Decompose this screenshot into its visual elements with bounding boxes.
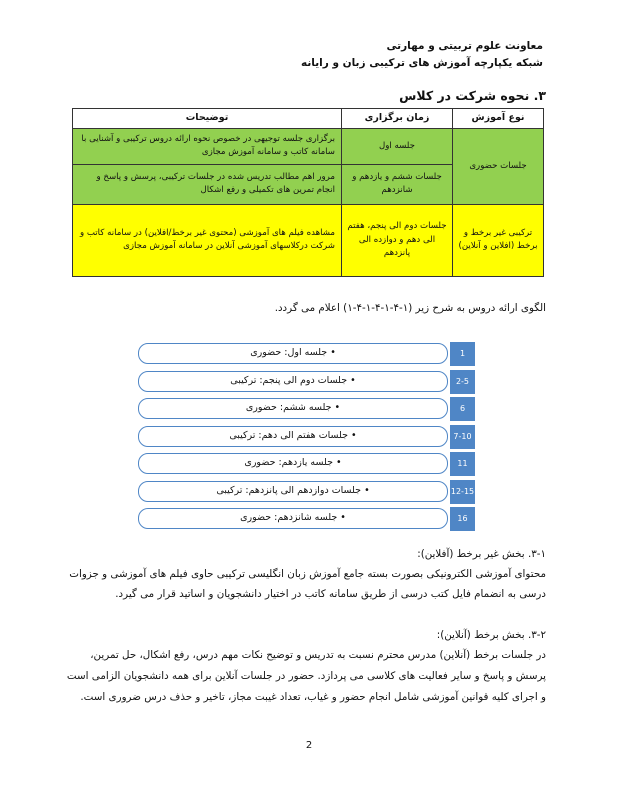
pattern-intro: الگوی ارائه دروس به شرح زیر (۱-۴-۱-۴-۱-۴-۱) اعلام می گردد.	[274, 302, 546, 314]
flow-step-badge: 6	[450, 397, 475, 421]
table-header-time: زمان برگزاری	[342, 109, 453, 129]
section-3-2-line-1: در جلسات برخط (آنلاین) مدرس محترم نسبت به تدریس و توضیح نکات مهم درس، رفع اشکال، حل تمرین،	[90, 649, 546, 661]
section-3-2-line-2: پرسش و پاسخ و سایر فعالیت های کلاسی می پردازد. حضور در جلسات آنلاین برای همه دانشجویان الزامی است	[66, 670, 546, 682]
table-header-desc: توضیحات	[73, 109, 342, 129]
flow-step-label: • جلسات هفتم الی دهم: ترکیبی	[138, 426, 448, 447]
flow-step-label: • جلسات دوازدهم الی پانزدهم: ترکیبی	[138, 481, 448, 502]
table-cell-time: جلسات دوم الی پنجم، هفتم الی دهم و دوازده الی پانزدهم	[342, 204, 453, 276]
header-line-2: شبکه یکپارچه آموزش های ترکیبی زبان و رایانه	[300, 57, 543, 69]
flow-step-badge: 11	[450, 452, 475, 476]
flow-step-badge: 16	[450, 507, 475, 531]
flow-step-badge: 12-15	[450, 480, 475, 504]
table-cell-type: ترکیبی غیر برخط و برخط (افلاین و آنلاین)	[453, 204, 544, 276]
section-3-1-title: ۳-۱. بخش غیر برخط (آفلاین):	[417, 548, 546, 560]
flow-step-label: • جلسه ششم: حضوری	[138, 398, 448, 419]
flow-step-label: • جلسات دوم الی پنجم: ترکیبی	[138, 371, 448, 392]
table-cell-desc: مرور اهم مطالب تدریس شده در جلسات ترکیبی، پرسش و پاسخ و انجام تمرین های تکمیلی و رفع اشکال	[73, 164, 342, 204]
table-header-type: نوع آموزش	[453, 109, 544, 129]
page-number: 2	[305, 740, 313, 751]
table-cell-time: جلسه اول	[342, 128, 453, 164]
table-cell-desc: برگزاری جلسه توجیهی در خصوص نحوه ارائه دروس ترکیبی و آشنایی با سامانه کاتب و سامانه آموزش مجازی	[73, 128, 342, 164]
section-3-1-line-2: درسی به انضمام فایل کتب درسی از طریق سامانه کاتب در اختیار دانشجویان و اساتید قرار می گیرد.	[115, 588, 546, 600]
section-3-2-line-3: و اجرای کلیه قوانین آموزشی شامل انجام حضور و غیاب، تعداد غیبت مجاز، تاخیر و حذف درس ضروری است.	[80, 691, 546, 703]
table-cell-type: جلسات حضوری	[453, 128, 544, 204]
section-3-2-title: ۳-۲. بخش برخط (آنلاین):	[436, 629, 546, 641]
table-cell-desc: مشاهده فیلم های آموزشی (محتوی غیر برخط/افلاین) در سامانه کاتب و شرکت درکلاسهای آموزشی آنلاین در سامانه آموزش مجازی	[73, 204, 342, 276]
flow-step-label: • جلسه یازدهم: حضوری	[138, 453, 448, 474]
flow-step-badge: 2-5	[450, 370, 475, 394]
table-cell-time: جلسات ششم و یازدهم و شانزدهم	[342, 164, 453, 204]
class-participation-table	[72, 108, 544, 277]
section-title: ۳. نحوه شرکت در کلاس	[399, 88, 546, 103]
header-line-1: معاونت علوم تربیتی و مهارتی	[386, 40, 543, 52]
flow-step-label: • جلسه اول: حضوری	[138, 343, 448, 364]
section-3-1-line-1: محتوای آموزشی الکترونیکی بصورت بسته جامع آموزش زبان انگلیسی ترکیبی حاوی فیلم های آموزشی و جزوات	[69, 568, 546, 580]
flow-step-badge: 1	[450, 342, 475, 366]
flow-step-label: • جلسه شانزدهم: حضوری	[138, 508, 448, 529]
flow-step-badge: 7-10	[450, 425, 475, 449]
